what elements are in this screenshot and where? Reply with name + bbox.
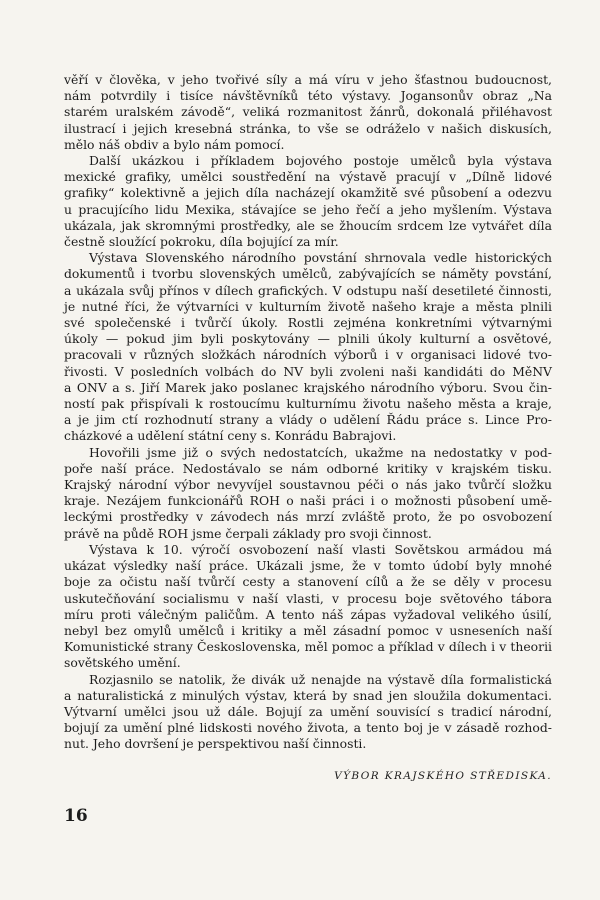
paragraph <box>64 672 552 753</box>
text-line: Krajský národní výbor nevyvíjel soustavnou péči o nás jako tvůrčí složku <box>64 477 552 493</box>
text-line: úkoly — pokud jim byli poskytovány — plnili úkoly kulturní a osvětové, <box>64 331 552 347</box>
text-line: cházkové a udělení státní ceny s. Konrádu Babrajovi. <box>64 428 397 444</box>
text-line: sovětského umění. <box>64 655 181 671</box>
text-line: starém uralském závodě“, veliká rozmanitost žánrů, dokonalá přiléhavost <box>64 104 552 120</box>
text-line: dokumentů i tvorbu slovenských umělců, zabývajících se náměty povstání, <box>64 266 552 282</box>
text-line: řivosti. V posledních volbách do NV byli zvoleni naši kandidáti do MěNV <box>64 363 552 379</box>
text-line: nebyl bez omylů umělců i kritiky a měl zásadní pomoc v usneseních naší <box>64 622 552 638</box>
paragraph <box>64 445 552 542</box>
text-line: Výstava Slovenského národního povstání shrnovala vedle historických <box>89 250 552 266</box>
text-line: mexické grafiky, umělci soustředění na výstavě pracují v „Dílně lidové <box>64 169 552 185</box>
paragraph <box>64 153 552 250</box>
text-line: a ONV a s. Jiří Marek jako poslanec krajského národního výboru. Svou čin- <box>64 379 552 395</box>
text-line: a ukázala svůj přínos v dílech grafických. V odstupu naší desetileté činnosti, <box>64 282 552 298</box>
text-line: čestně sloužící pokroku, díla bojující za mír. <box>64 234 339 250</box>
text-line: boje za očistu naší tvůrčí cesty a stanovení cílů a že se děly v procesu <box>64 574 552 590</box>
paragraph <box>64 542 552 672</box>
text-line: bojují za umění plné lidskosti nového života, a tento boj je v zásadě rozhod- <box>64 720 552 736</box>
paragraph <box>64 250 552 444</box>
body-text <box>64 72 552 753</box>
text-line: Hovořili jsme již o svých nedostatcích, ukažme na nedostatky v pod- <box>89 444 552 460</box>
text-line: nut. Jeho dovršení je perspektivou naší činnosti. <box>64 736 367 752</box>
text-line: uskutečňování socialismu v naší vlasti, v procesu boje světového tábora <box>64 590 552 606</box>
paragraph <box>64 72 552 153</box>
text-line: Komunistické strany Československa, měl pomoc a příklad v dílech i v theorii <box>64 639 552 655</box>
text-line: ukázala, jak skromnými prostředky, ale se žhoucím srdcem lze vytvářet díla <box>64 217 552 233</box>
text-line: mělo náš obdiv a bylo nám pomocí. <box>64 136 285 152</box>
text-line: Rozjasnilo se natolik, že divák už nenajde na výstavě díla formalistická <box>89 671 552 687</box>
text-line: nám potvrdily i tisíce návštěvníků této výstavy. Jogansonův obraz „Na <box>64 88 552 104</box>
text-line: ukázat výsledky naší práce. Ukázali jsme, že v tomto údobí byly mnohé <box>64 558 552 574</box>
text-line: Výtvarní umělci jsou už dále. Bojují za umění souvisící s tradicí národní, <box>64 703 552 719</box>
text-line: pracovali v různých složkách národních výborů i v organisaci lidové tvo- <box>64 347 552 363</box>
text-line: právě na půdě ROH jsme čerpali základy pro svoji činnost. <box>64 525 432 541</box>
signature: VÝBOR KRAJSKÉHO STŘEDISKA. <box>334 770 552 782</box>
text-line: grafiky“ kolektivně a jejich díla nacházejí okamžitě své působení a odezvu <box>64 185 552 201</box>
text-line: kraje. Nezájem funkcionářů ROH o naši práci i o možnosti působení umě- <box>64 493 552 509</box>
text-line: míru proti válečným paličům. A tento náš zápas vyžadoval velikého úsilí, <box>64 606 552 622</box>
page-number: 16 <box>64 806 88 826</box>
text-line: své společenské i tvůrčí úkoly. Rostli zejména konkretními výtvarnými <box>64 315 552 331</box>
text-line: leckými prostředky v závodech nás mrzí zvláště proto, že po osvobození <box>64 509 552 525</box>
text-line: poře naší práce. Nedostávalo se nám odborné kritiky v krajském tisku. <box>64 460 552 476</box>
text-line: a naturalistická z minulých výstav, která by snad jen sloužila dokumentaci. <box>64 687 552 703</box>
text-line: Výstava k 10. výročí osvobození naší vlasti Sovětskou armádou má <box>89 541 552 557</box>
text-line: věří v člověka, v jeho tvořivé síly a má víru v jeho šťastnou budoucnost, <box>64 72 552 87</box>
text-line: a je jim ctí rozhodnutí strany a vlády o udělení Řádu práce s. Lince Pro- <box>64 412 552 428</box>
text-line: je nutné říci, že výtvarníci v kulturním životě našeho kraje a města plnili <box>64 298 552 314</box>
text-line: u pracujícího lidu Mexika, stávajíce se jeho řečí a jeho myšlením. Výstava <box>64 201 552 217</box>
text-line: Další ukázkou i příkladem bojového postoje umělců byla výstava <box>89 153 552 169</box>
text-line: ilustrací i jejich kresebná stránka, to vše se odráželo v našich diskusích, <box>64 120 552 136</box>
text-line: ností pak přispívali k rostoucímu kulturnímu životu našeho města a kraje, <box>64 396 552 412</box>
